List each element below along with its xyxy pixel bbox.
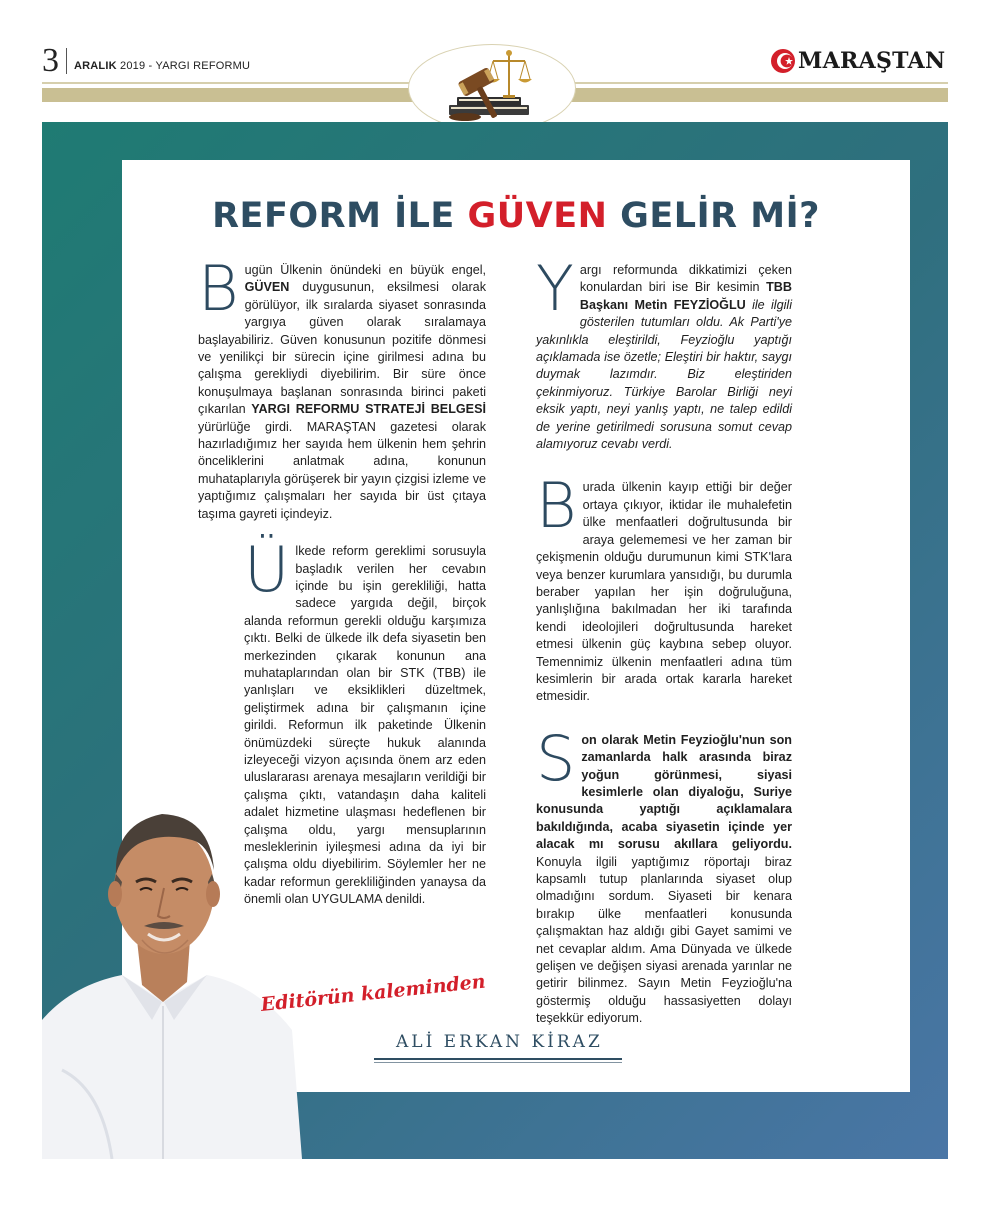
paragraph-bold: GÜVEN [244, 280, 290, 295]
brand-logo-text: MARAŞTAN [798, 48, 946, 74]
paragraph-text: Konuyla ilgili yaptığımız röportajı biraz kapsamlı tutup planlarında siyaset olup olmadığını sordum. Siyaseti bir kenara bırakıp ülke menfaatleri konusunda çalışmaktan haz aldığı gibi Gayet samimi ve net cevaplar aldım. Ama Dünyada ve ülkede gelişen ve değişen siyasi arenada yarınlar ne getirir bilinmez. Sayın Metin Feyzioğlu'na göstermiş olduğu hassasiyetten dolayı teşekkür ediyorum. [536, 854, 792, 1026]
paragraph-1 [198, 252, 486, 523]
issue-date-section [74, 60, 250, 72]
crescent-star-icon [770, 48, 796, 74]
dropcap: B [536, 469, 577, 543]
paragraph-text: argı reformunda dikkatimizi çeken konulardan biri ise Bir kesimin [579, 263, 792, 295]
paragraph-italic: ile ilgili gösterilen tutumları oldu. Ak Parti'ye yakınlıkla eleştirildi, Feyzioğlu yaptığı açıklamada ise özetle; Eleştiri bir haktır, saygı duymak lazımdır. Biz eleştiriden çekinmiyoruz. Türkiye Barolar Birliği neyi eksik yaptı, neyi yanlış yaptı, ne talep edildi de yerine getirilmedi sorusuna somut cevap alamıyoruz cevabı verdi. [536, 297, 792, 452]
paragraph-text: urada ülkenin kayıp ettiği bir değer ortaya çıkıyor, iktidar ile muhalefetin ülke menfaatleri doğrultusunda bir araya gelememesi ve her zaman bir çekişmenin olduğu durumunun kimi STK'lara veya benzer kurumlara yansıdığı, bu durumla beraber yapılan her işin doğruluğuna, yanlışlığına bakılmadan her iki tarafında kendi ideolojileri doğrultusunda hareket etmesi ülkenin güç kaybına sebep oluyor. Temennimiz ülkenin menfaatleri adına tüm kesimlerin bir arada ortak kararla hareket etmesidir. [536, 480, 792, 704]
signature-rule-thin [374, 1062, 622, 1063]
gavel-scales-books-icon [408, 44, 576, 132]
article-column-right [536, 252, 792, 1028]
signature-rule [374, 1058, 622, 1060]
headline-part3: GELİR Mİ? [620, 196, 820, 236]
headline-part1: REFORM İLE [212, 196, 455, 236]
headline-highlight: GÜVEN [467, 196, 608, 236]
author-name: ALİ ERKAN KİRAZ [396, 1032, 603, 1052]
issue-month: ARALIK [74, 60, 117, 72]
header-divider [66, 48, 67, 74]
dropcap: Ü [244, 533, 290, 607]
brand-logo [770, 46, 945, 76]
article-headline [122, 196, 910, 236]
dropcap: Y [536, 252, 574, 325]
page-number: 3 [42, 42, 59, 79]
dropcap: S [536, 721, 576, 795]
paragraph-bold: on olarak Metin Feyzioğlu'nun son zamanlarda halk arasında biraz yoğun görünmesi, siyasi kesimlerle olan diyaloğu, Suriye konusunda yaptığı açıklamalara bakıldığında, acaba siyasetin içinde yer alacak mı sorusu akıllara geliyordu. [536, 732, 792, 852]
paragraph-text: ugün Ülkenin önündeki en büyük engel, [244, 263, 486, 277]
author-portrait [42, 770, 302, 1159]
editor-signature-script: Editörün kaleminden [259, 970, 487, 1016]
paragraph-4 [536, 469, 792, 705]
paragraph-5 [536, 721, 792, 1028]
paragraph-text: lkede reform gereklimi sorusuyla başladık verilen her cevabın içinde bu işin gerekliliği, hatta sadece yargıda değil, birçok alanda reformun gerekli olduğu karşımıza çıktı. Belki de ülkede ilk defa siyasetin ben merkezinden çıkarak konunun ana muhataplarından olan bir STK (TBB) ile yanlışları ve eksiklikleri düzeltmek, geliştirmek adına bir çalışmanın içine girildi. Reformun ilk paketinde Ülkenin önümüzdeki süreçte hukuk alanında izleyeceği vizyon açısında önem arz eden uluslararası arenaya mesajların verildiği bir çalışma çıktı, vatandaşın daha kaliteli adalet hizmetine ulaşması hedeflenen bir çalışma oldu, yargı mensuplarının mesleklerinin iyileşmesi adına da iyi bir çalışma oldu diyebilirim. Söylemler her ne kadar reformun gerekliliğinden yanaysa da önemli olan UYGULAMA denildi. [244, 544, 486, 907]
paragraph-text: duygusunun, eksilmesi olarak görülüyor, ilk sıralarda siyaset sonrasında yargıya güven olarak sıralamaya başlayabiliriz. Güven konusunun pozitife dönmesi ve yenilikçi bir sürecin içine girilmesi adına bu çalışma gerekliydi diyebilirim. Bir süre önce konuşulmaya başlanan sonrasında birinci paketi çıkarılan [198, 280, 486, 417]
issue-year-section: 2019 - YARGI REFORMU [120, 60, 251, 72]
paragraph-3 [536, 252, 792, 453]
dropcap: B [198, 252, 239, 325]
paragraph-text: yürürlüğe girdi. MARAŞTAN gazetesi olarak hazırladığımız her sayıda hem ülkenin hem şehrin önceliklerini anlatmak adına, konunun muhataplarıyla görüşerek bir yayın çizgisi izleme ve yaptığımız çalışmaları her sayıda bir üst çıtaya taşıma gayreti içindeyiz. [198, 419, 486, 521]
paragraph-bold: YARGI REFORMU STRATEJİ BELGESİ [251, 402, 486, 417]
paragraph-bold: TBB Başkanı Metin FEYZİOĞLU [579, 280, 792, 312]
page-header [0, 0, 990, 120]
